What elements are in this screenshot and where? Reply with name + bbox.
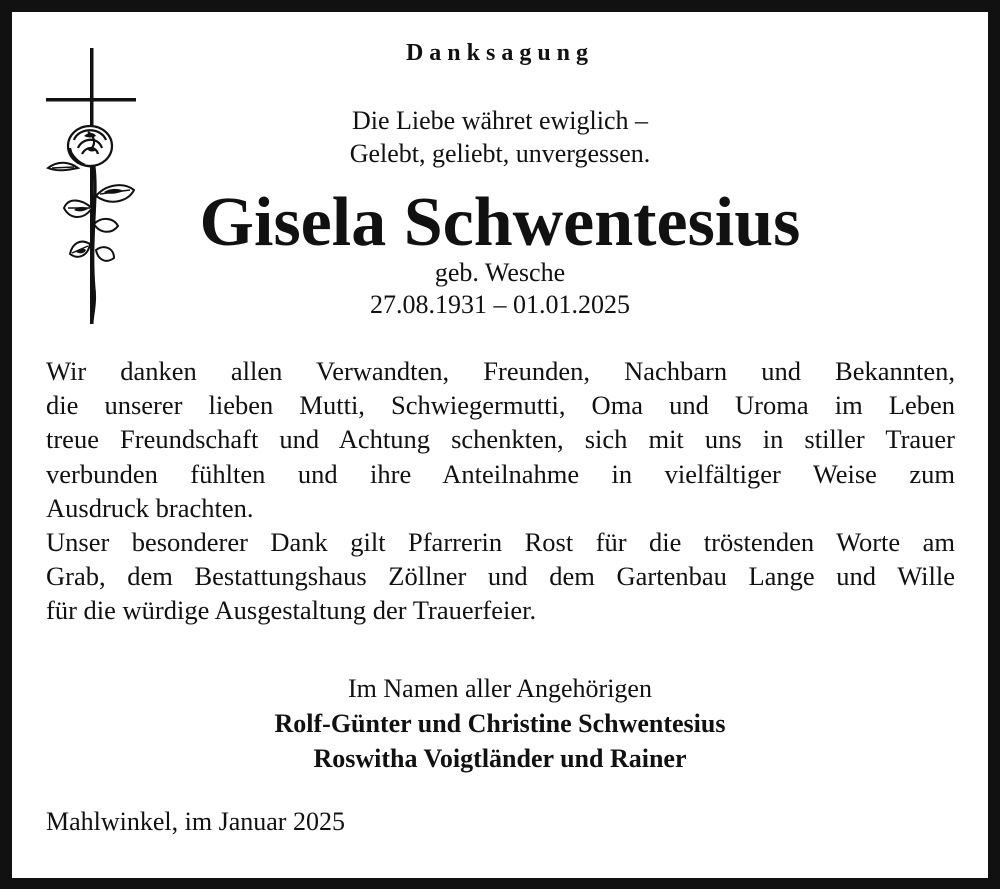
paragraph-1 (46, 354, 955, 525)
signature-intro: Im Namen aller Angehörigen (348, 674, 652, 703)
paragraph-2 (46, 525, 955, 628)
signature-names-1: Rolf-Günter und Christine Schwentesius (274, 709, 726, 738)
motto-line-2: Gelebt, geliebt, unvergessen. (349, 139, 651, 168)
motto-line-1: Die Liebe währet ewiglich – (352, 106, 648, 135)
motto (0, 104, 1000, 170)
birth-name: geb. Wesche (434, 258, 566, 287)
text-line: die unserer lieben Mutti, Schwiegermutti, Oma und Uroma im Leben (46, 390, 955, 421)
deceased-name: Gisela Schwentesius (199, 184, 801, 261)
text-line: Ausdruck brachten. (46, 492, 254, 523)
signature-block (0, 671, 1000, 776)
text-line: treue Freundschaft und Achtung schenkten, sich mit uns in stiller Trauer (46, 424, 955, 455)
text-line: Wir danken allen Verwandten, Freunden, Nachbarn und Bekannten, (46, 356, 955, 386)
text-line: Unser besonderer Dank gilt Pfarrerin Rost für die tröstenden Worte am (46, 527, 955, 558)
thank-you-text (46, 354, 955, 628)
text-line: verbunden fühlten und ihre Anteilnahme in vielfältiger Weise zum (46, 458, 955, 489)
text-line: für die würdige Ausgestaltung der Trauerfeier. (46, 595, 537, 626)
place-and-date: Mahlwinkel, im Januar 2025 (46, 807, 345, 836)
signature-names-2: Roswitha Voigtländer und Rainer (313, 744, 687, 773)
text-line: Grab, dem Bestattungshaus Zöllner und dem Gartenbau Lange und Wille (46, 561, 955, 592)
life-dates: 27.08.1931 – 01.01.2025 (370, 290, 630, 319)
heading-danksagung: Danksagung (405, 40, 595, 66)
